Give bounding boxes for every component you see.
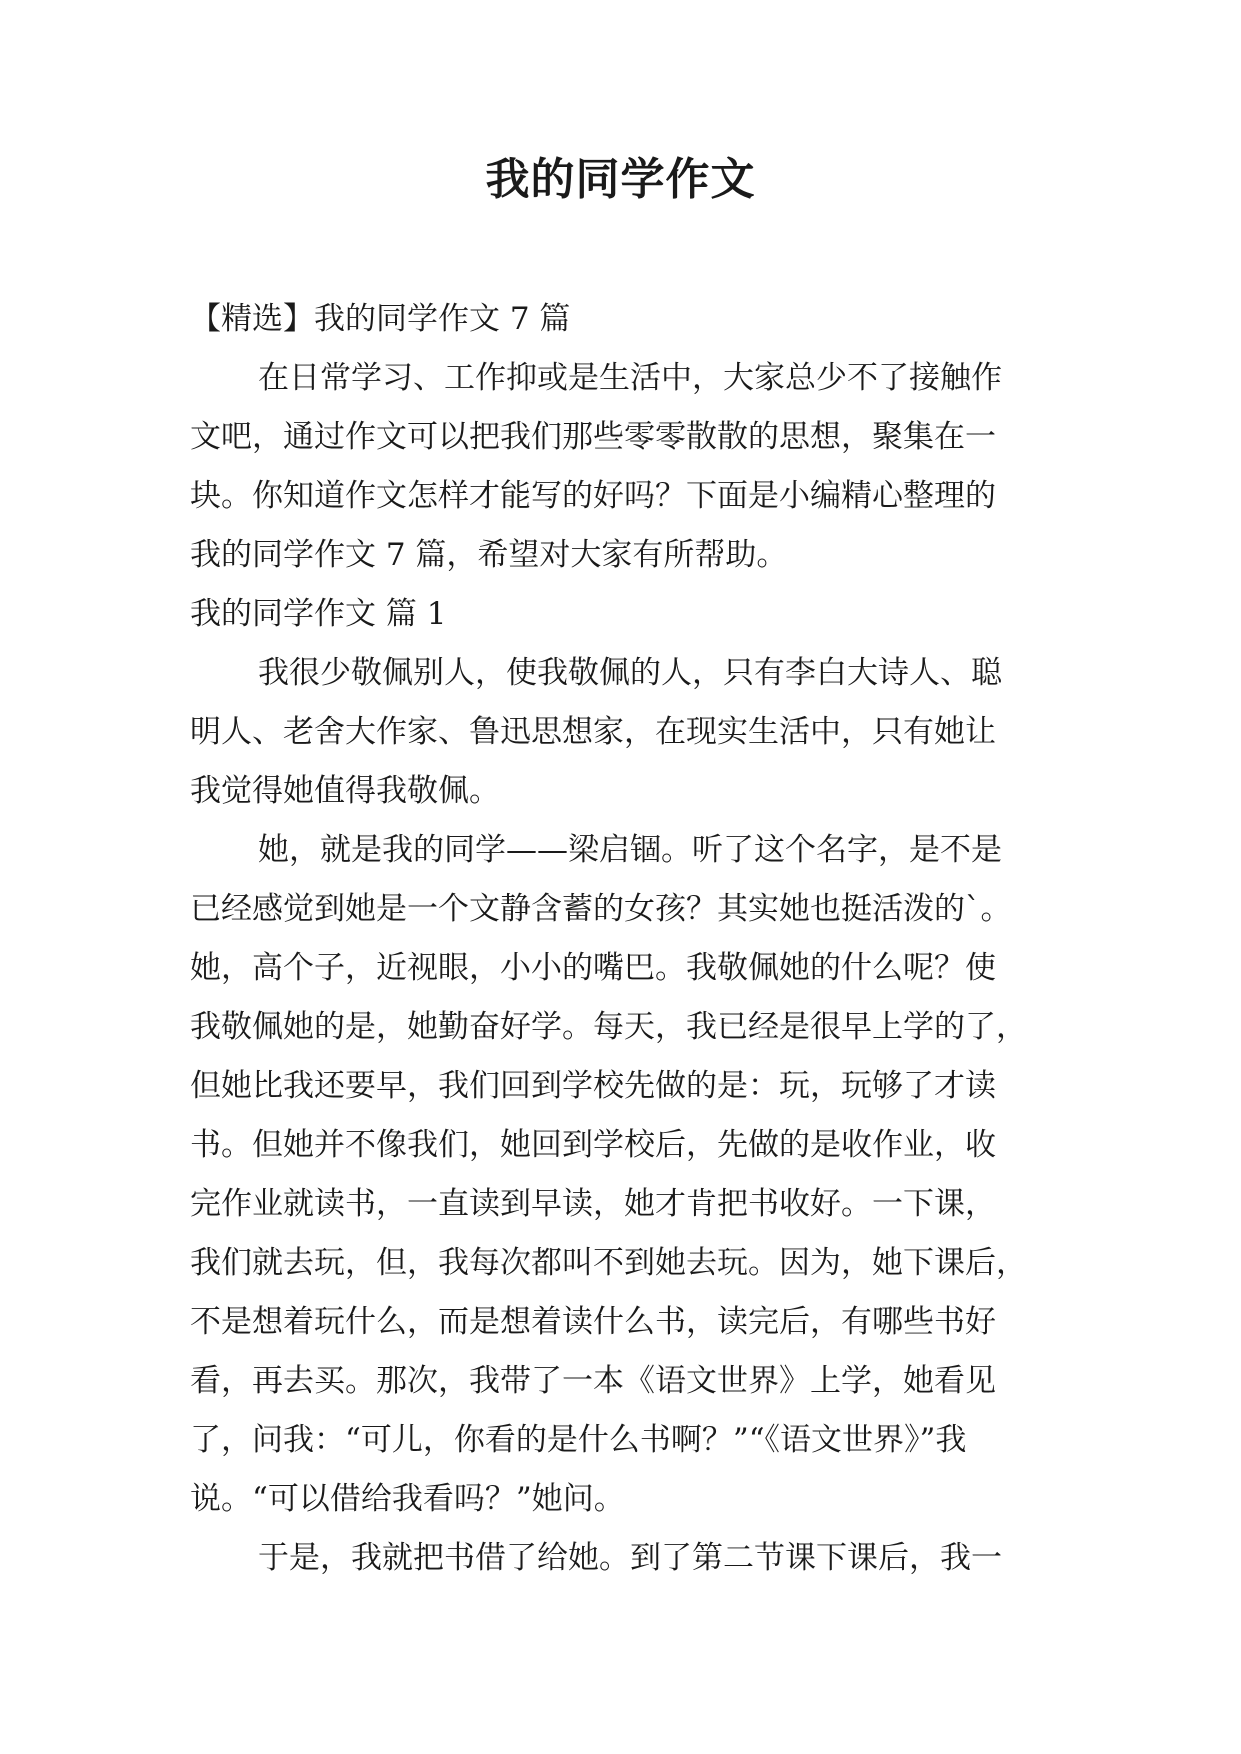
text-line: 了，问我：“可儿，你看的是什么书啊？”“《语文世界》”我 — [190, 1422, 967, 1458]
text-line: 【精选】我的同学作文 7 篇 — [190, 301, 571, 337]
text-line: 看，再去买。那次，我带了一本《语文世界》上学，她看见 — [190, 1363, 996, 1399]
text-line: 完作业就读书，一直读到早读，她才肯把书收好。一下课， — [190, 1186, 996, 1222]
text-line: 我觉得她值得我敬佩。 — [190, 773, 500, 809]
text-line: 已经感觉到她是一个文静含蓄的女孩？其实她也挺活泼的`。 — [190, 891, 1012, 927]
document-body — [190, 290, 1060, 1588]
text-line: 她，就是我的同学——梁启锢。听了这个名字，是不是 — [258, 832, 1002, 868]
text-line: 明人、老舍大作家、鲁迅思想家，在现实生活中，只有她让 — [190, 714, 996, 750]
text-line: 于是，我就把书借了给她。到了第二节课下课后，我一 — [258, 1540, 1002, 1576]
text-line: 不是想着玩什么，而是想着读什么书，读完后，有哪些书好 — [190, 1304, 996, 1340]
text-line: 我们就去玩，但，我每次都叫不到她去玩。因为，她下课后， — [190, 1245, 1027, 1281]
text-line: 我的同学作文 篇 1 — [190, 596, 447, 632]
text-line: 但她比我还要早，我们回到学校先做的是：玩，玩够了才读 — [190, 1068, 996, 1104]
text-line: 我的同学作文 7 篇，希望对大家有所帮助。 — [190, 537, 788, 573]
text-line: 她，高个子，近视眼，小小的嘴巴。我敬佩她的什么呢？使 — [190, 950, 996, 986]
text-line: 文吧，通过作文可以把我们那些零零散散的思想，聚集在一 — [190, 419, 996, 455]
text-line: 说。“可以借给我看吗？”她问。 — [190, 1481, 625, 1517]
text-line: 书。但她并不像我们，她回到学校后，先做的是收作业，收 — [190, 1127, 996, 1163]
text-line: 在日常学习、工作抑或是生活中，大家总少不了接触作 — [258, 360, 1002, 396]
text-line: 块。你知道作文怎样才能写的好吗？下面是小编精心整理的 — [190, 478, 996, 514]
text-line: 我敬佩她的是，她勤奋好学。每天，我已经是很早上学的了， — [190, 1009, 1027, 1045]
document-title: 我的同学作文 — [485, 154, 756, 205]
text-line: 我很少敬佩别人，使我敬佩的人，只有李白大诗人、聪 — [258, 655, 1002, 691]
